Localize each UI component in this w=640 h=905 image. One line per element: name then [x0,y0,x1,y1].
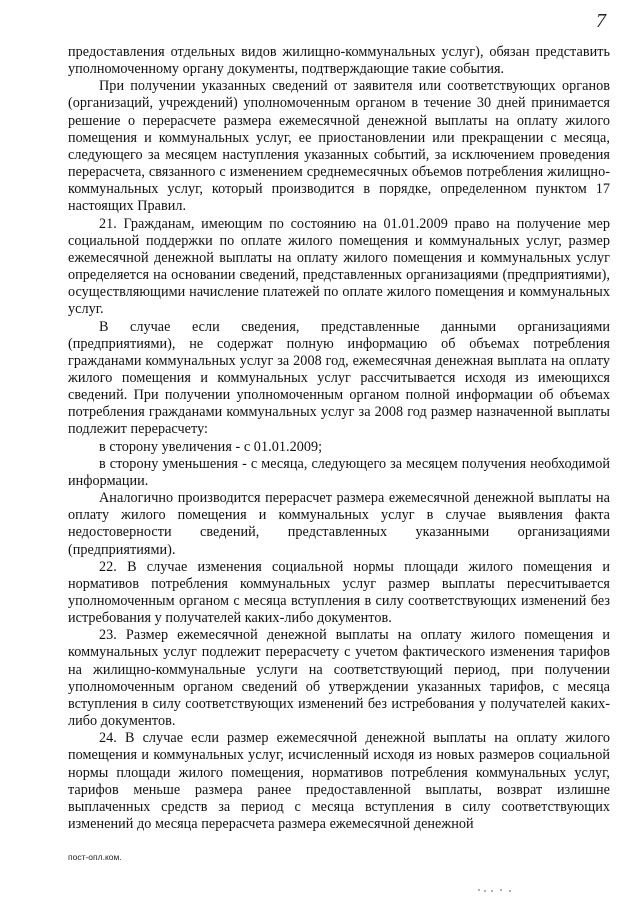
paragraph-increase-direction: в сторону увеличения - с 01.01.2009; [99,438,323,455]
paragraph-recalculation-decision: При получении указанных сведений от заявителя или соответствующих органов (организаций, учреждений) уполномоченным органом в течение 30 дней принимается решение о перерасчете размера ежемесячной денежной выплаты на оплату жилого помещения и коммунальных услуг, ее приостановлении или прекращении с месяца, следующего за месяцем наступления указанных событий, за исключением проведения перерасчета, связанного с изменением среднемесячных объемов потребления жилищно-коммунальных услуг, который производится в порядке, определенном пунктом 17 настоящих Правил. [68,78,610,215]
paragraph-clause-22: 22. В случае изменения социальной нормы площади жилого помещения и нормативов потребления коммунальных услуг размер выплаты пересчитывается уполномоченным органом с месяца вступления в силу соответствующих изменений без истребования у получателей каких-либо документов. [68,558,610,627]
paragraph-similar-recalculation: Аналогично производится перерасчет размера ежемесячной денежной выплаты на оплату жилого помещения и коммунальных услуг в случае выявления факта недостоверности сведений, представленных указанными организациями (предприятиями). [68,490,610,558]
scan-dot [491,890,493,892]
paragraph-clause-21: 21. Гражданам, имеющим по состоянию на 01.01.2009 право на получение мер социальной поддержки по оплате жилого помещения и коммунальных услуг, размер ежемесячной денежной выплаты на оплату жилого помещения и коммунальных услуг определяется на основании сведений, представленных организациями (предприятиями), осуществляющими начисление платежей по оплате жилого помещения и коммунальных услуг. [68,215,610,318]
paragraph-decrease-direction: в сторону уменьшения - с месяца, следующего за месяцем получения необходимой информации. [68,455,610,489]
scan-dot [509,890,511,892]
scan-dot [500,889,502,891]
footer-document-code: пост-опл.ком. [68,852,122,862]
document-body [68,44,610,833]
paragraph-clause-24: 24. В случае если размер ежемесячной денежной выплаты на оплату жилого помещения и коммунальных услуг, исчисленный исходя из новых размеров социальной нормы площади жилого помещения, нормативов потребления коммунальных услуг, тарифов меньше размера ранее предоставленной выплаты, возврат излишне выплаченных средств за период с месяца вступления в силу соответствующих изменений до месяца перерасчета размера ежемесячной денежной [68,730,610,833]
scan-dot [478,889,480,891]
page-number: 7 [596,10,606,32]
paragraph-continuation: предоставления отдельных видов жилищно-коммунальных услуг), обязан представить уполномоченному органу документы, подтверждающие такие события. [68,44,610,78]
paragraph-clause-23: 23. Размер ежемесячной денежной выплаты на оплату жилого помещения и коммунальных услуг подлежит перерасчету с учетом фактического изменения тарифов на жилищно-коммунальные услуги на соответствующий период, при получении уполномоченным органом сведений об утверждении указанных тарифов, с месяца вступления в силу соответствующих изменений без истребования у получателей каких-либо документов. [68,627,610,730]
paragraph-incomplete-info: В случае если сведения, представленные данными организациями (предприятиями), не содержат полную информацию об объемах потребления гражданами коммунальных услуг за 2008 год, ежемесячная денежная выплата на оплату жилого помещения и коммунальных услуг рассчитывается исходя из имеющихся сведений. При получении уполномоченным органом полной информации об объемах потребления гражданами коммунальных услуг за 2008 год размер назначенной выплаты подлежит перерасчету: [68,318,610,438]
scan-dot [484,890,486,892]
